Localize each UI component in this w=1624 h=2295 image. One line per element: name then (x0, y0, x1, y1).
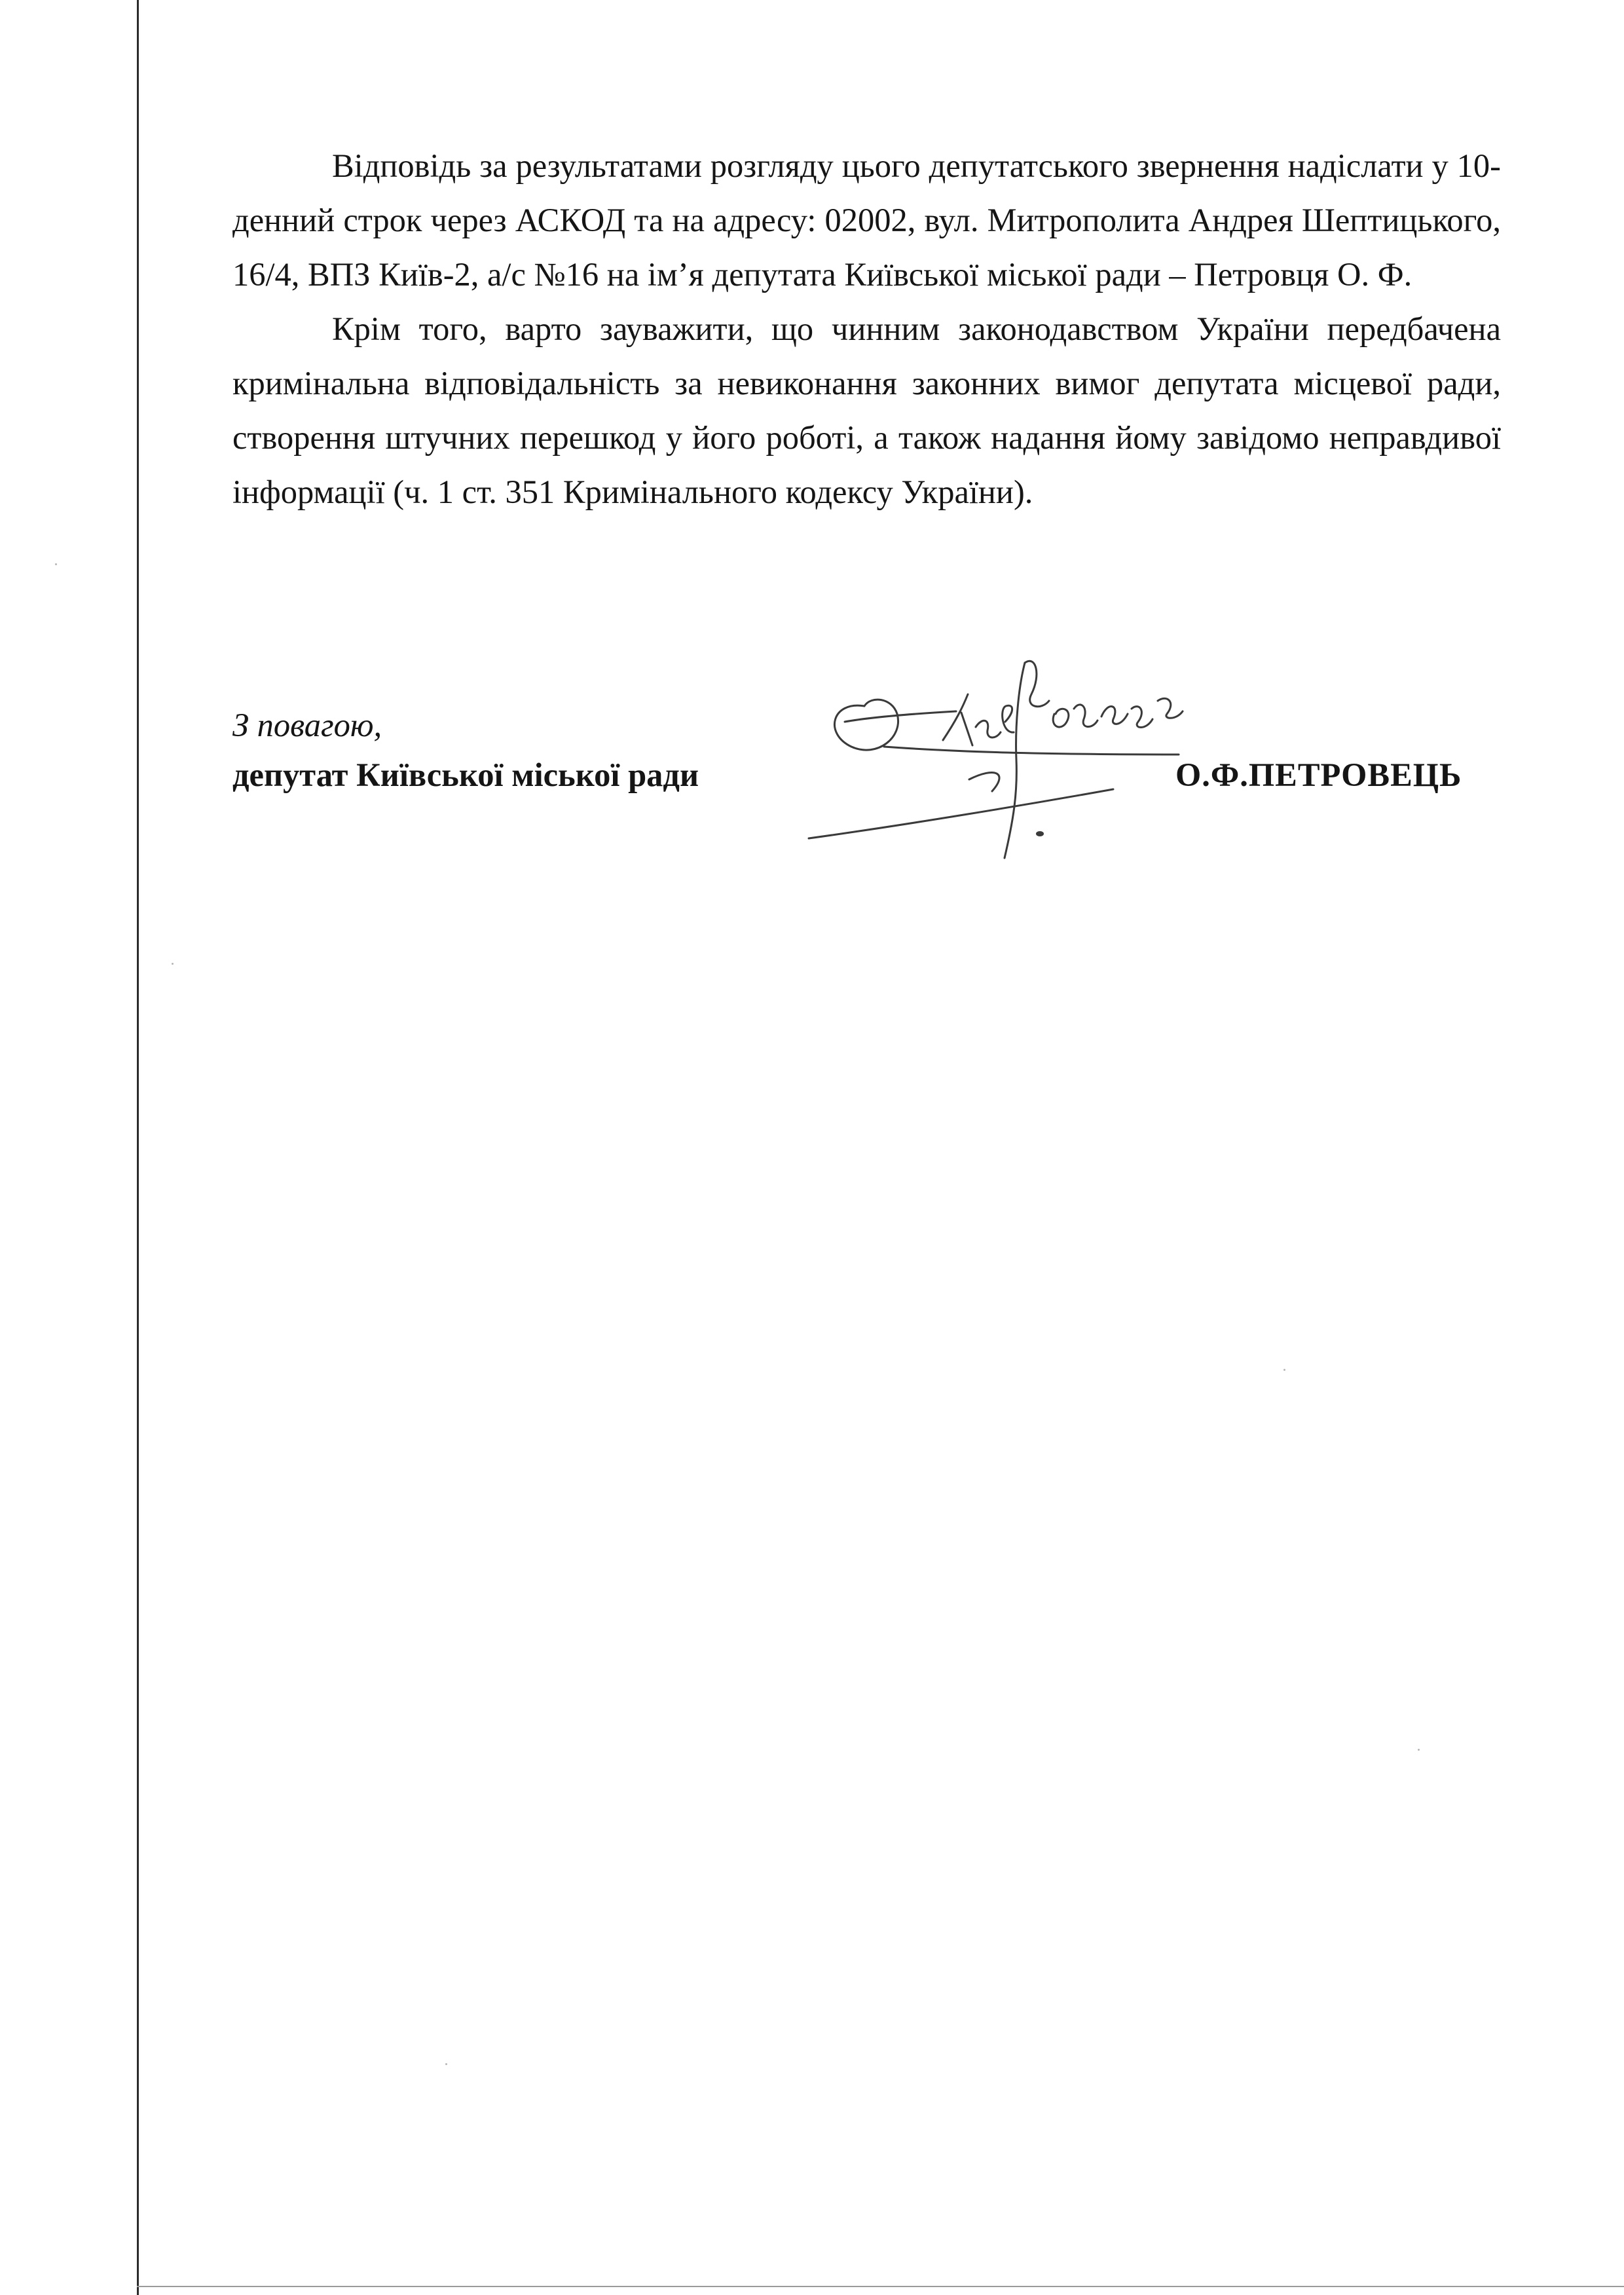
scan-speck (1283, 1369, 1285, 1371)
scan-speck (1418, 1749, 1420, 1751)
scan-left-edge (137, 0, 139, 2295)
handwritten-signature (805, 648, 1211, 871)
paragraph-legal-liability: Крім того, варто зауважити, що чинним законодавством України передбачена кримінальна відповідальність за невиконання законних вимог депутата місцевої ради, створення штучних перешкод у його роботі, а також надання йому завідомо неправдивої інформації (ч. 1 ст. 351 Кримінального кодексу України). (232, 310, 1501, 510)
scan-speck (172, 963, 174, 965)
scan-speck (55, 563, 57, 565)
scan-speck (445, 2063, 447, 2065)
signer-title: депутат Київської міської ради (232, 756, 699, 793)
paragraph-response-request: Відповідь за результатами розгляду цього депутатського звернення надіслати у 10-денний строк через АСКОД та на адресу: 02002, вул. Митрополита Андрея Шептицького, 16/4, ВПЗ Київ-2, а/с №16 на ім’я депутата Київської міської ради – Петровця О. Ф. (232, 147, 1501, 293)
scan-bottom-edge (137, 2286, 1624, 2287)
closing-phrase: З повагою, (232, 707, 382, 743)
letter-body (232, 139, 1501, 519)
signer-name: О.Ф.ПЕТРОВЕЦЬ (1175, 756, 1462, 793)
